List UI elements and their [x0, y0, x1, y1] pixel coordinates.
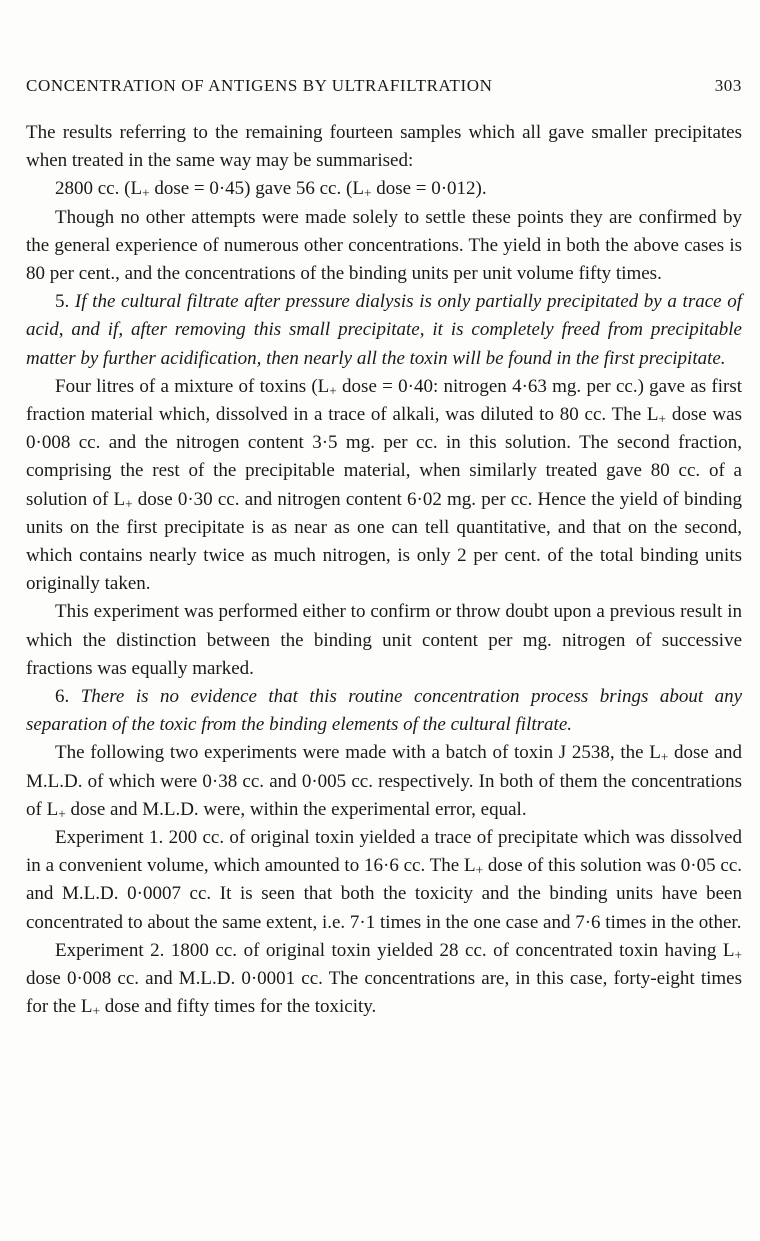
statement-text: If the cultural filtrate after pressure dialysis is only partially precipitated by a trace of acid, and if, after removing this small precipitate, it is completely freed from precipitable matter by further acidification, then nearly all the toxin will be found in the first precipitate.	[26, 291, 743, 369]
plus-subscript: +	[660, 749, 669, 765]
text-segment: Experiment 2. 1800 cc. of original toxin yielded 28 cc. of concentrated toxin having L	[55, 939, 735, 961]
text-segment: dose 0·30 cc. and nitrogen content 6·02 mg. per cc. Hence the yield of binding units on the first precipitate is as near as one can tell quantitative, and that on the second, which contains nearly twice as much nitrogen, is only 2 per cent. of the total binding units originally taken.	[26, 488, 742, 595]
text-segment: dose = 0·40: nitrogen 4·63 mg. per cc.) gave as first fraction material which, dissolved in a trace of alkali, was diluted to 80 cc. The L	[26, 375, 742, 426]
text-segment: dose = 0·012).	[371, 178, 487, 200]
paragraph-results-summary	[26, 119, 742, 175]
paragraph-text: Though no other attempts were made solely to settle these points they are confirmed by the general experience of numerous other concentrations. The yield in both the above cases is 80 per cent., and the concentrations of the binding units per unit volume fifty times.	[26, 206, 742, 285]
text-segment: dose = 0·45) gave 56 cc. (L	[149, 178, 364, 200]
text-segment: dose of this solution was 0·05 cc. and M.L.D. 0·0007 cc. It is seen that both the toxicity and the binding units have been concentrated to about the same extent, i.e. 7·1 times in the one case and 7·6 times in the other.	[26, 855, 742, 933]
paragraph-experiment-1	[26, 824, 742, 937]
statement-text: There is no evidence that this routine concentration process brings about any separation of the toxic from the binding elements of the cultural filtrate.	[26, 686, 742, 736]
plus-subscript: +	[142, 185, 150, 201]
page-number: 303	[714, 76, 742, 95]
plus-subscript: +	[329, 383, 337, 399]
plus-subscript: +	[363, 185, 372, 201]
paragraph-experiment-2	[26, 937, 742, 1022]
paragraph-experiment-purpose	[26, 598, 742, 683]
plus-subscript: +	[658, 411, 667, 427]
paragraph-two-experiments	[26, 739, 742, 824]
running-header	[26, 76, 742, 98]
paragraph-confirmation	[26, 204, 742, 289]
text-segment: dose and M.L.D. of which were 0·38 cc. and 0·005 cc. respectively. In both of them the concentrations of L	[26, 742, 743, 820]
text-segment: dose was 0·008 cc. and the nitrogen content 3·5 mg. per cc. in this solution. The second fraction, comprising the rest of the precipitable material, when similarly treated gave 80 cc. of a solution of L	[26, 404, 742, 510]
plus-subscript: +	[734, 947, 742, 963]
paragraph-statement-5	[26, 288, 742, 373]
plus-subscript: +	[125, 495, 133, 511]
text-segment: 2800 cc. (L	[55, 178, 143, 200]
running-title: CONCENTRATION OF ANTIGENS BY ULTRAFILTRATION	[26, 76, 493, 95]
plus-subscript: +	[92, 1003, 100, 1019]
plus-subscript: +	[58, 806, 66, 822]
paragraph-summary-equation	[26, 175, 742, 203]
text-segment: The following two experiments were made with a batch of toxin J 2538, the L	[55, 742, 661, 764]
paragraph-text: This experiment was performed either to confirm or throw doubt upon a previous result in which the distinction between the binding unit content per mg. nitrogen of successive fractions was equally marked.	[26, 601, 742, 679]
text-segment: Four litres of a mixture of toxins (L	[55, 375, 330, 397]
text-segment: dose 0·008 cc. and M.L.D. 0·0001 cc. The concentrations are, in this case, forty-eight times for the L	[26, 968, 742, 1018]
text-segment: dose and fifty times for the toxicity.	[99, 996, 377, 1018]
body-text	[26, 119, 742, 1022]
plus-subscript: +	[475, 862, 484, 878]
paragraph-four-litres	[26, 373, 742, 599]
statement-number: 6.	[55, 686, 70, 708]
text-segment: dose and M.L.D. were, within the experimental error, equal.	[65, 798, 527, 820]
paragraph-statement-6	[26, 683, 742, 739]
statement-number: 5.	[55, 291, 70, 313]
paragraph-text: The results referring to the remaining fourteen samples which all gave smaller precipitates when treated in the same way may be summarised:	[26, 122, 742, 172]
text-segment: Experiment 1. 200 cc. of original toxin yielded a trace of precipitate which was dissolved in a convenient volume, which amounted to 16·6 cc. The L	[26, 827, 742, 877]
